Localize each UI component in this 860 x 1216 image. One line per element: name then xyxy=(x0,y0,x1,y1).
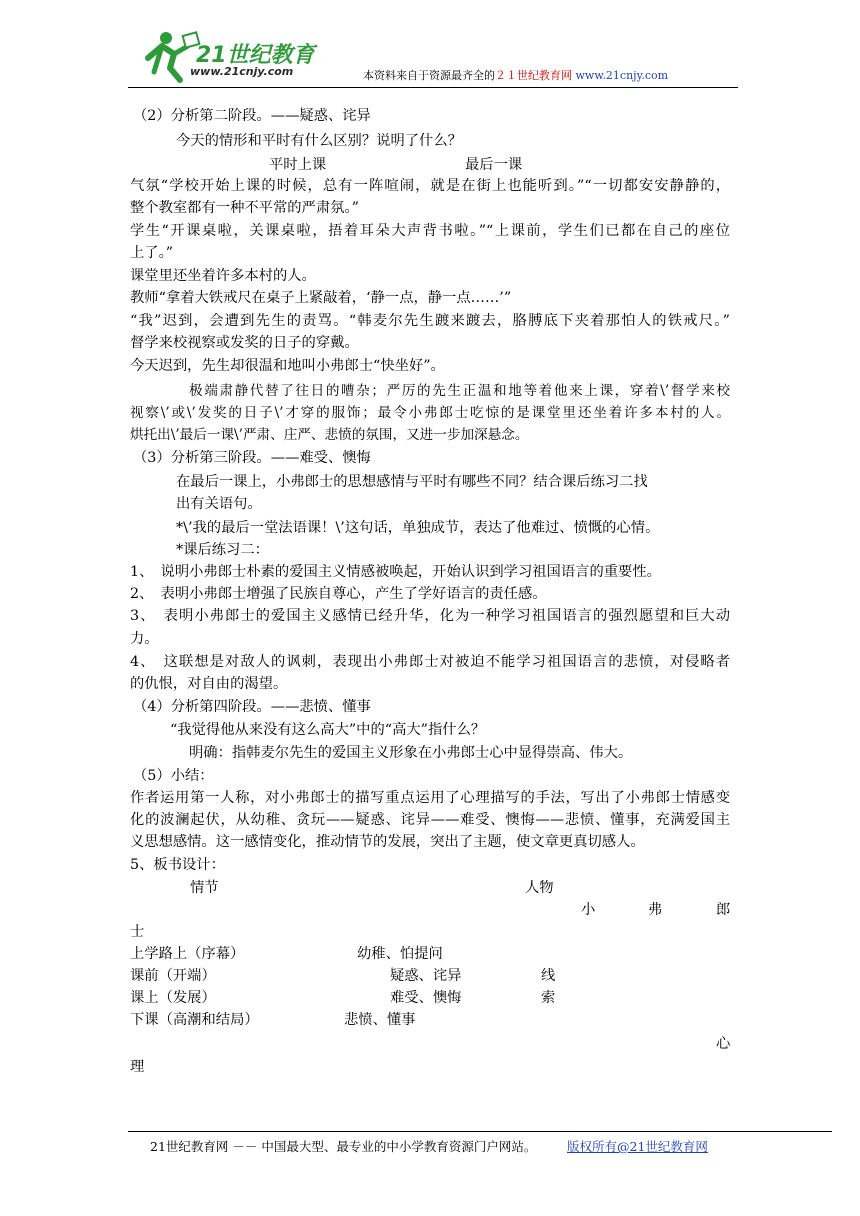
board-char-name: 弗 xyxy=(648,902,663,918)
board-header-plot: 情节 xyxy=(190,880,219,896)
paragraph-line: 出有关语句。 xyxy=(176,496,262,512)
board-row-feeling: 疑惑、诧异 xyxy=(390,968,462,984)
paragraph-line: “我”迟到，会遭到先生的责骂。“韩麦尔先生踱来踱去，胳膊底下夹着那怕人的铁戒尺。” xyxy=(130,313,730,329)
header-url[interactable]: www.21cnjy.com xyxy=(572,69,669,82)
board-row-feeling: 悲愤、懂事 xyxy=(344,1012,416,1028)
paragraph-line: 学生“开课桌啦，关课桌啦，捂着耳朵大声背书啦。”“上课前，学生们已都在自己的座位 xyxy=(130,223,730,239)
header-source-note xyxy=(363,67,668,83)
board-clue-mark: 索 xyxy=(541,990,556,1006)
paragraph-line: *\’我的最后一堂法语课！\’这句话，单独成节，表达了他难过、愤慨的心情。 xyxy=(176,520,660,536)
paragraph-line: 今天迟到，先生却很温和地叫小弗郎士“快坐好”。 xyxy=(130,358,445,374)
header-divider xyxy=(128,87,738,88)
site-logo xyxy=(140,28,340,88)
paragraph-line: 督学来校视察或发奖的日子的穿戴。 xyxy=(130,335,359,351)
list-item: 的仇恨，对自由的渴望。 xyxy=(130,676,288,692)
logo-title: 21世纪教育 xyxy=(196,43,315,68)
board-char-name: 士 xyxy=(130,924,145,940)
board-char-name: 郎 xyxy=(716,902,731,918)
board-header-character: 人物 xyxy=(525,880,554,896)
paragraph-line: 化的波澜起伏，从幼稚、贪玩——疑惑、诧异——难受、懊悔——悲愤、懂事，充满爱国主 xyxy=(130,812,730,828)
footer-divider xyxy=(128,1131,832,1132)
paragraph-line: 明确：指韩麦尔先生的爱国主义形象在小弗郎士心中显得崇高、伟大。 xyxy=(189,745,633,761)
header-brand: ２１世纪教育网 xyxy=(495,69,572,82)
list-item: 3、 表明小弗郎士的爱国主义感情已经升华，化为一种学习祖国语言的强烈愿望和巨大动 xyxy=(130,608,730,624)
board-row-plot: 下课（高潮和结局） xyxy=(130,1012,259,1028)
section-2-heading: （2）分析第二阶段。——疑惑、诧异 xyxy=(133,108,371,124)
board-row-feeling: 难受、懊悔 xyxy=(390,990,462,1006)
list-item: 力。 xyxy=(130,631,159,647)
board-psych-mark: 心 xyxy=(716,1036,731,1052)
paragraph-line: 上了。” xyxy=(130,245,174,261)
paragraph-line: 极端肃静代替了往日的嘈杂；严厉的先生正温和地等着他来上课，穿着\’督学来校 xyxy=(189,383,730,399)
board-clue-mark: 线 xyxy=(541,968,556,984)
question-text: 今天的情形和平时有什么区别？说明了什么？ xyxy=(176,133,462,149)
list-item: 2、 表明小弗郎士增强了民族自尊心，产生了学好语言的责任感。 xyxy=(130,586,547,602)
paragraph-line: 作者运用第一人称，对小弗郎士的描写重点运用了心理描写的手法，写出了小弗郎士情感变 xyxy=(130,790,730,806)
footer-description: 21世纪教育网 －－ 中国最大型、最专业的中小学教育资源门户网站。 xyxy=(150,1139,537,1154)
section-3-heading: （3）分析第三阶段。——难受、懊悔 xyxy=(133,450,371,466)
list-item: 4、 这联想是对敌人的讽刺，表现出小弗郎士对被迫不能学习祖国语言的悲愤，对侵略者 xyxy=(130,654,730,670)
board-row-plot: 课上（发展） xyxy=(130,990,216,1006)
column-header-normal: 平时上课 xyxy=(269,157,327,173)
board-row-plot: 上学路上（序幕） xyxy=(130,946,245,962)
board-psych-mark: 理 xyxy=(130,1059,145,1075)
paragraph-line: 视察\’或\’发奖的日子\’才穿的服饰；最令小弗郎士吃惊的是课堂里还坐着许多本村的人。 xyxy=(130,405,730,421)
footer-copyright-link[interactable]: 版权所有@21世纪教育网 xyxy=(567,1139,708,1154)
paragraph-line: 气氛“学校开始上课的时候，总有一阵喧闹，就是在街上也能听到。”“一切都安安静静的， xyxy=(130,178,730,194)
board-row-feeling: 幼稚、怕提问 xyxy=(357,946,443,962)
paragraph-line: 烘托出\’最后一课\’严肃、庄严、悲愤的氛围，又进一步加深悬念。 xyxy=(130,427,529,443)
paragraph-line: 教师“拿着大铁戒尺在桌子上紧敲着，‘静一点，静一点……’” xyxy=(130,290,512,306)
paragraph-line: 在最后一课上，小弗郎士的思想感情与平时有哪些不同？结合课后练习二找 xyxy=(176,474,648,490)
paragraph-line: *课后练习二： xyxy=(176,542,269,558)
paragraph-line: 整个教室都有一种不平常的严肃氛。” xyxy=(130,200,359,216)
column-header-last: 最后一课 xyxy=(465,157,523,173)
paragraph-line: “我觉得他从来没有这么高大”中的“高大”指什么？ xyxy=(170,722,486,738)
paragraph-line: 义思想感情。这一感情变化，推动情节的发展，突出了主题，使文章更真切感人。 xyxy=(130,834,645,850)
paragraph-line: 课堂里还坐着许多本村的人。 xyxy=(130,268,316,284)
board-char-name: 小 xyxy=(581,902,596,918)
header-text-before: 本资料来自于资源最齐全的 xyxy=(363,69,495,82)
section-4-heading: （4）分析第四阶段。——悲愤、懂事 xyxy=(133,699,371,715)
board-design-heading: 5、板书设计： xyxy=(130,857,225,873)
section-5-heading: （5）小结： xyxy=(133,768,214,784)
board-row-plot: 课前（开端） xyxy=(130,968,216,984)
logo-url: www.21cnjy.com xyxy=(190,65,294,78)
list-item: 1、 说明小弗郎士朴素的爱国主义情感被唤起，开始认识到学习祖国语言的重要性。 xyxy=(130,564,661,580)
